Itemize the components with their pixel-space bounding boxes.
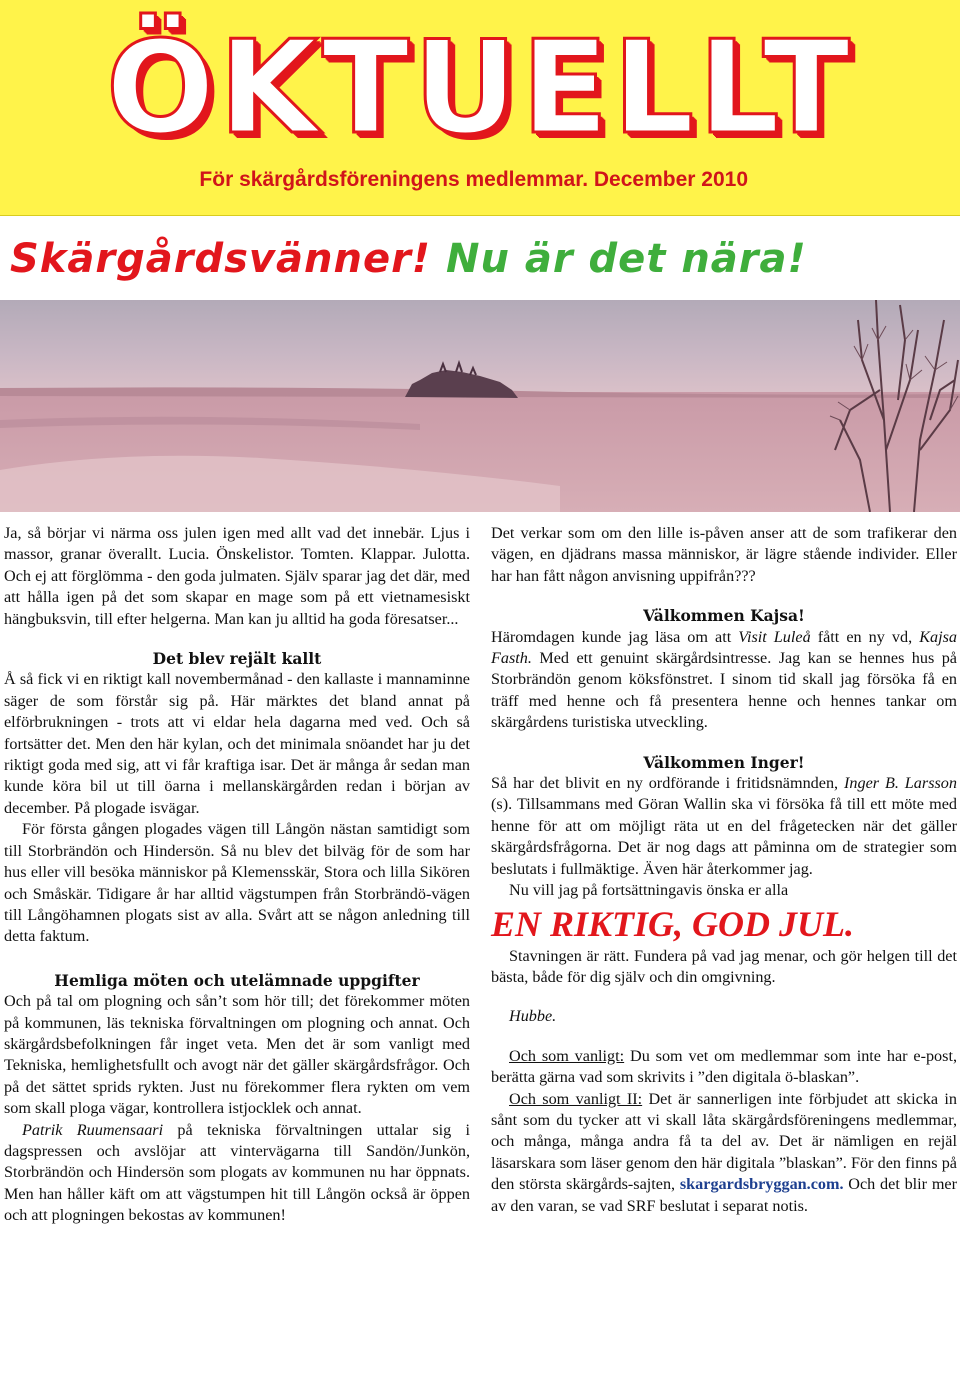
kajsa-text-2: fått en ny vd, <box>810 627 920 646</box>
as-usual-2-end: Och det blir mer av den varan, se vad SRF beslutat i separat notis. <box>491 1175 957 1215</box>
headline-part2: Nu är det nära! <box>445 236 807 282</box>
cold-paragraph-2: För första gången plogades vägen till Långön nästan samtidigt som till Storbrändön och Hindersön. Så nu blev det bilväg för de som har hus eller vill besöka människor på Klemensskär, Stora och lilla Sikören och Småskär. Tidigare år har alltid vägstumpen från Storbrändö-vägen till Långöhamnen plogats sist av alla. Svårt att se någon anledning till detta faktum. <box>4 820 470 946</box>
secret-paragraph-2 <box>4 1120 470 1227</box>
signature: Hubbe. <box>509 1007 557 1026</box>
heading-cold: Det blev rejält kallt <box>152 649 322 669</box>
as-usual-text: Du som vet om medlemmar som inte har e-post, berätta gärna vad som skrivits i ”den digitala ö-blaskan”. <box>491 1046 957 1087</box>
ice-pope-paragraph: Det verkar som om den lille is-påven anser att de som trafikerar den vägen, en djädrans massa människor, är lägre stående individer. Eller har han fått någon anvisning uppifrån??? <box>491 524 957 585</box>
as-usual-2-text: Det är sannerligen inte förbjudet att skicka in sånt som du tycker att vi skall låta skärgårdsföreningens medlemmar, och många, många andra få ta del av. Det är nämligen en rejäl läsarskara som läser genom den här digitala ”blaskan”. För den finns på den största skärgårds-sajten, <box>491 1089 957 1194</box>
inger-text-2: (s). Tillsammans med Göran Wallin ska vi försöka få till ett möte med henne för att om möjligt räta ut en del frågetecken när det gäller skärgårdsfrågorna. Det är nog dags att påminna om de strategier som beslutats i fullmäktige. Även här återkommer jag. <box>491 795 957 878</box>
secret-paragraph-1: Och på tal om plogning och sån’t som hör till; det förekommer möten på kommunen, läs tekniska förvaltningen om plogning och annat. Och skärgårdsbefolkningen får inget veta. Men det är som vanligt med Tekniska, hemlighetsfullt och avogt när det gäller skärgårdsfrågor. Och på det sättet sprids rykten. Just nu förekommer flera rykten om vem som skall ploga vägar, kontrollera istjocklek och annat. <box>4 992 470 1118</box>
skargardsbryggan-link[interactable]: skargardsbryggan.com. <box>679 1175 844 1194</box>
left-column <box>4 523 470 1227</box>
heading-inger: Välkommen Inger! <box>643 752 805 772</box>
cold-paragraph-1: Å så fick vi en riktigt kall novembermånad - den kallaste i mannaminne säger de som förstår sig på. Här märktes det bland annat på elförbrukningen - trots att vi eldar hela dagarna med ved. Och så fortsätter det. Men den här kylan, och det minimala snöandet har ju det riktigt goda med sig, att vi får kraftiga isar. Det är många år sedan man kunde köra bil ut till öarna i mellanskärgården redan i början av december. På plogade isvägar. <box>4 670 470 817</box>
patrik-name: Patrik Ruumensaari <box>22 1120 164 1139</box>
masthead <box>0 0 960 216</box>
headline <box>10 236 955 282</box>
spelling-paragraph: Stavningen är rätt. Fundera på vad jag menar, och gör helgen till det bästa, både för dig själv och din omgivning. <box>491 946 957 986</box>
as-usual-label: Och som vanligt: <box>509 1046 625 1065</box>
intro-paragraph: Ja, så börjar vi närma oss julen igen med allt vad det innebär. Ljus i massor, granar överallt. Lucia. Önskelistor. Tomten. Klappar. Julotta. Och ej att förglömma - den goda julmaten. Själv sparar jag det där, med att hålla igen på det som skapar en mage som på ett vietnamesiskt hängbuksvin, till efter helgerna. Man kan ju alltid ha goda föresatser... <box>4 524 470 628</box>
inger-name: Inger B. Larsson <box>844 774 957 793</box>
as-usual-paragraph <box>491 1046 957 1089</box>
kajsa-name: Kajsa Fasth. <box>491 627 957 668</box>
secret-paragraph-2-text: på tekniska förvaltningen uttalar sig i dagspressen och avslöjar att vintervägarna till Sandön/Junkön, Storbrändön och Hindersön som plogats av kommunen nu har öppnats. Men han håller käft om att vägstumpen hit till Långön också är öppen och att plogningen bekostas av kommunen! <box>4 1120 470 1225</box>
kajsa-paragraph <box>491 627 957 734</box>
masthead-subtitle: För skärgårdsföreningens medlemmar. December 2010 <box>199 168 748 191</box>
headline-part1: Skärgårdsvänner! <box>10 236 432 282</box>
winter-lake-photo <box>0 300 960 512</box>
inger-paragraph <box>491 773 957 880</box>
christmas-greeting: EN RIKTIG, GOD JUL. <box>491 903 855 944</box>
masthead-title: ÖKTUELLT <box>106 14 854 163</box>
kajsa-text-3: Med ett genuint skärgårdsintresse. Jag kan se hennes hus på Storbrändön genom köksfönstret. I sinom tid skall jag försöka få en träff med henne och få presentera henne och hennes tankar om skärgårdens turistiska utveckling. <box>491 649 957 732</box>
as-usual-2-label: Och som vanligt II: <box>509 1089 643 1108</box>
wish-paragraph: Nu vill jag på fortsättningavis önska er alla <box>509 881 789 900</box>
heading-kajsa: Välkommen Kajsa! <box>643 606 805 626</box>
heading-secret-meetings: Hemliga möten och utelämnade uppgifter <box>54 970 420 990</box>
inger-text-1: Så har det blivit en ny ordförande i fritidsnämnden, <box>491 774 844 793</box>
as-usual-2-paragraph <box>491 1089 957 1217</box>
right-column <box>491 523 957 1217</box>
kajsa-text-1: Häromdagen kunde jag läsa om att <box>491 627 739 646</box>
visit-lulea: Visit Luleå <box>738 627 811 646</box>
